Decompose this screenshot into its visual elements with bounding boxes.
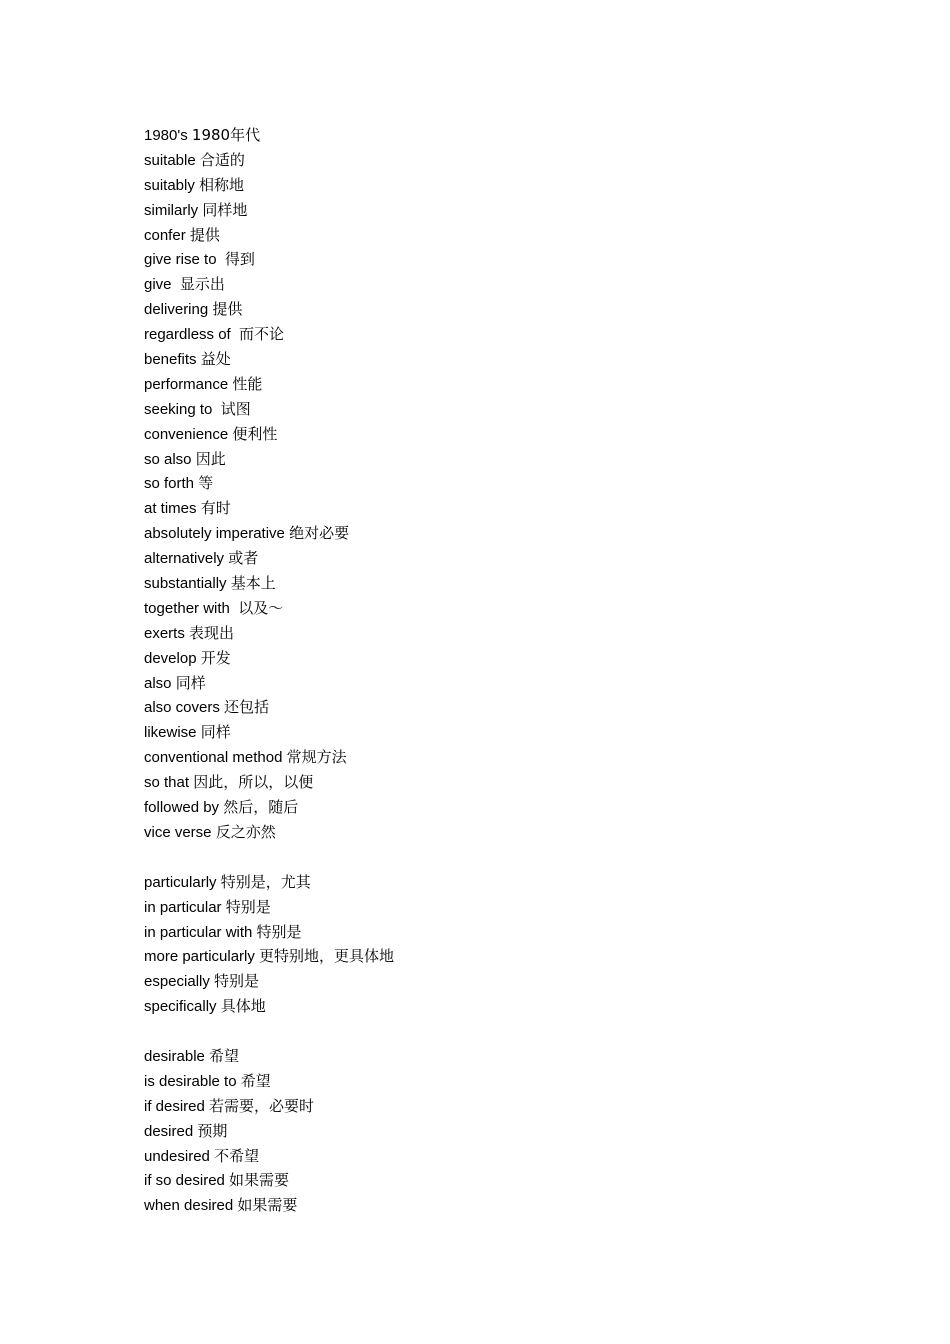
chinese-translation: 具体地 (220, 997, 266, 1016)
vocab-entry (144, 297, 844, 322)
vocab-entry (144, 770, 844, 795)
chinese-translation: 特别是，尤其 (220, 872, 311, 891)
vocab-entry (144, 173, 844, 198)
english-term: vice verse (144, 823, 216, 841)
english-term: conventional method (144, 749, 287, 767)
chinese-translation: 提供 (212, 300, 243, 319)
vocab-entry (144, 895, 844, 920)
english-term: followed by (144, 799, 224, 817)
english-term: delivering (144, 301, 213, 319)
chinese-translation: 更特别地，更具体地 (259, 947, 395, 966)
english-term: also covers (144, 699, 225, 717)
english-term: absolutely imperative (144, 525, 290, 543)
chinese-translation: 合适的 (199, 150, 245, 169)
vocab-entry (144, 123, 844, 148)
english-term: in particular with (144, 923, 257, 941)
chinese-translation: 常规方法 (286, 748, 347, 767)
english-term: so forth (144, 475, 199, 493)
vocab-entry (144, 422, 844, 447)
vocab-entry (144, 347, 844, 372)
english-term: is desirable to (144, 1072, 241, 1090)
chinese-translation: 有时 (200, 499, 231, 518)
english-term: likewise (144, 724, 201, 742)
chinese-translation: 特别是 (214, 972, 260, 991)
chinese-translation: 相称地 (199, 175, 245, 194)
vocab-entry (144, 944, 844, 969)
chinese-translation: 益处 (200, 350, 231, 369)
chinese-translation: 绝对必要 (289, 524, 350, 543)
english-term: develop (144, 649, 201, 667)
chinese-translation: 提供 (189, 225, 220, 244)
vocab-entry (144, 920, 844, 945)
vocabulary-group (144, 870, 844, 1019)
vocab-entry (144, 372, 844, 397)
english-term: if desired (144, 1097, 210, 1115)
vocab-entry (144, 596, 844, 621)
english-term: regardless of (144, 326, 240, 344)
chinese-translation: 同样地 (202, 200, 248, 219)
english-term: performance (144, 375, 233, 393)
english-term: suitably (144, 176, 200, 194)
english-term: particularly (144, 873, 221, 891)
english-term: convenience (144, 425, 233, 443)
chinese-translation: 等 (198, 474, 214, 493)
chinese-translation: 还包括 (224, 698, 270, 717)
english-term: give rise to (144, 251, 225, 269)
chinese-translation: 性能 (232, 374, 263, 393)
english-term: substantially (144, 575, 231, 593)
vocab-entry (144, 720, 844, 745)
vocab-entry (144, 994, 844, 1019)
vocab-entry (144, 322, 844, 347)
vocab-entry (144, 745, 844, 770)
chinese-translation: 同样 (200, 723, 231, 742)
vocab-entry (144, 1144, 844, 1169)
vocab-entry (144, 1168, 844, 1193)
vocab-entry (144, 496, 844, 521)
vocab-entry (144, 247, 844, 272)
vocabulary-group (144, 123, 844, 845)
vocab-entry (144, 148, 844, 173)
chinese-translation: 以及～ (238, 598, 284, 617)
vocab-entry (144, 1094, 844, 1119)
english-term: so that (144, 774, 194, 792)
vocab-entry (144, 272, 844, 297)
vocab-entry (144, 671, 844, 696)
chinese-translation: 试图 (220, 399, 251, 418)
english-term: in particular (144, 898, 226, 916)
english-term: more particularly (144, 948, 260, 966)
vocab-entry (144, 795, 844, 820)
vocab-entry (144, 1193, 844, 1218)
vocab-entry (144, 397, 844, 422)
vocab-entry (144, 1069, 844, 1094)
chinese-translation: 特别是 (256, 922, 302, 941)
chinese-translation: 或者 (228, 549, 259, 568)
vocab-entry (144, 621, 844, 646)
chinese-translation: 同样 (175, 673, 206, 692)
english-term: if so desired (144, 1172, 230, 1190)
chinese-translation: 希望 (240, 1071, 271, 1090)
vocab-entry (144, 1044, 844, 1069)
vocab-entry (144, 223, 844, 248)
vocab-entry (144, 571, 844, 596)
chinese-translation: 如果需要 (237, 1196, 298, 1215)
chinese-translation: 显示出 (179, 275, 225, 294)
english-term: give (144, 276, 180, 294)
vocab-entry (144, 471, 844, 496)
document-page (144, 123, 844, 1218)
english-term: suitable (144, 151, 200, 169)
english-term: desired (144, 1122, 198, 1140)
chinese-translation: 预期 (197, 1121, 228, 1140)
chinese-translation: 表现出 (189, 623, 235, 642)
english-term: especially (144, 973, 215, 991)
english-term: exerts (144, 624, 190, 642)
vocab-entry (144, 820, 844, 845)
vocab-entry (144, 969, 844, 994)
vocabulary-group (144, 1044, 844, 1218)
chinese-translation: 基本上 (230, 574, 276, 593)
chinese-translation: 如果需要 (229, 1171, 290, 1190)
vocab-entry (144, 1119, 844, 1144)
english-term: alternatively (144, 550, 229, 568)
chinese-translation: 因此，所以，以便 (193, 773, 314, 792)
vocab-entry (144, 521, 844, 546)
english-term: specifically (144, 998, 221, 1016)
english-term: desirable (144, 1047, 210, 1065)
english-term: undesired (144, 1147, 215, 1165)
vocab-entry (144, 447, 844, 472)
chinese-translation: 因此 (195, 449, 226, 468)
vocab-entry (144, 870, 844, 895)
vocab-entry (144, 695, 844, 720)
english-term: when desired (144, 1197, 238, 1215)
english-term: 1980's (144, 127, 192, 144)
chinese-translation: 开发 (200, 648, 231, 667)
vocab-entry (144, 546, 844, 571)
chinese-translation: 得到 (224, 250, 255, 269)
chinese-translation: 若需要，必要时 (209, 1096, 315, 1115)
english-term: confer (144, 226, 190, 244)
chinese-translation: 特别是 (225, 897, 271, 916)
chinese-translation: 希望 (209, 1046, 240, 1065)
chinese-translation: 1980年代 (191, 126, 261, 144)
english-term: similarly (144, 201, 203, 219)
vocab-entry (144, 646, 844, 671)
vocab-entry (144, 198, 844, 223)
chinese-translation: 然后，随后 (223, 798, 299, 817)
chinese-translation: 而不论 (239, 325, 285, 344)
english-term: at times (144, 500, 201, 518)
english-term: seeking to (144, 400, 221, 418)
english-term: so also (144, 450, 196, 468)
english-term: benefits (144, 351, 201, 369)
english-term: together with (144, 599, 239, 617)
chinese-translation: 反之亦然 (215, 822, 276, 841)
chinese-translation: 不希望 (214, 1146, 260, 1165)
english-term: also (144, 674, 176, 692)
chinese-translation: 便利性 (232, 424, 278, 443)
